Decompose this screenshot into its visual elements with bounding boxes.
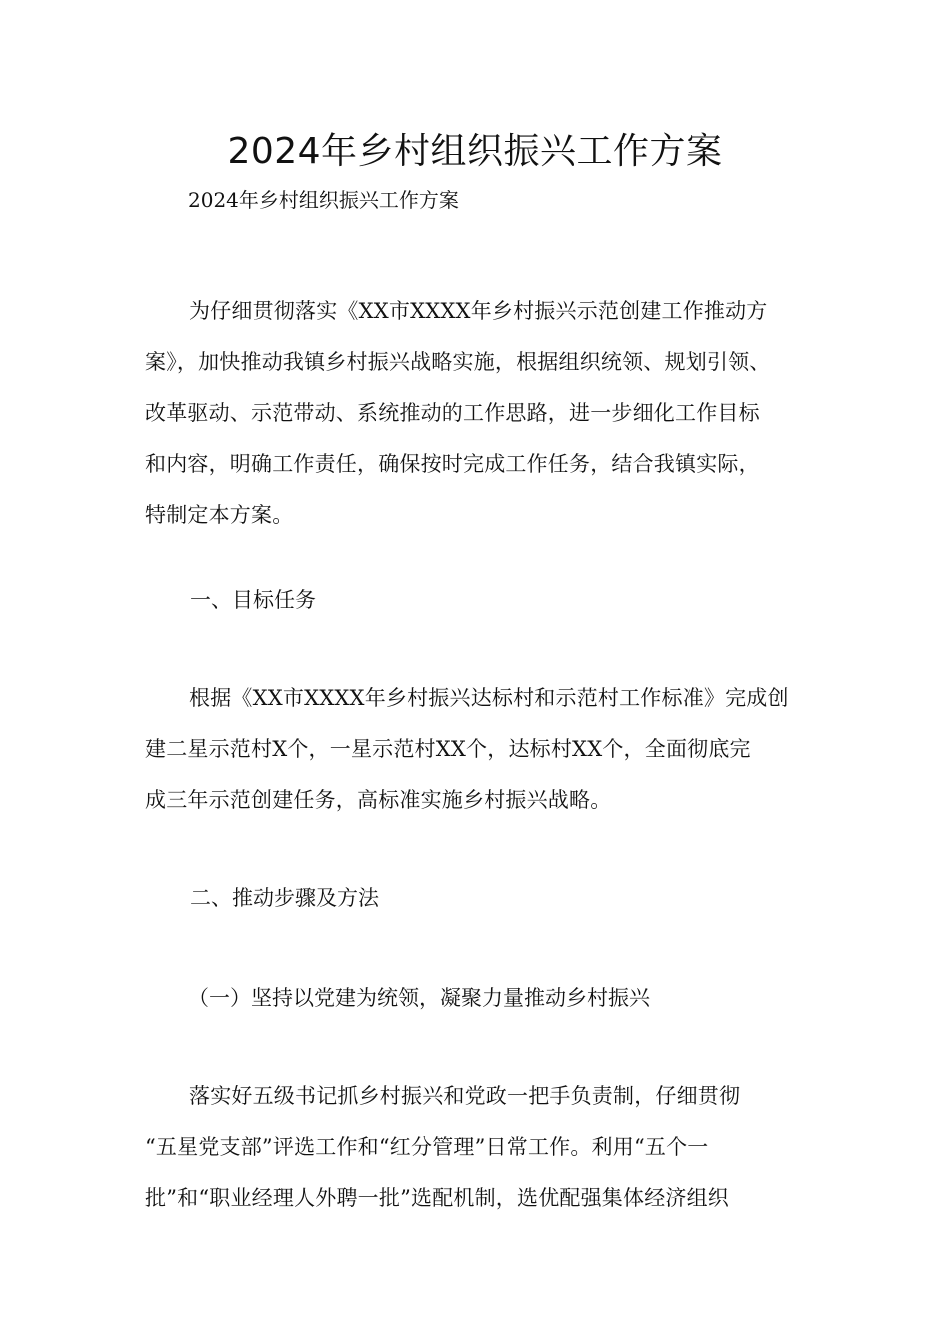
subsection-heading-party: （一）坚持以党建为统领，凝聚力量推动乡村振兴 <box>188 986 650 1010</box>
paragraph-line: “五星党支部”评选工作和“红分管理”日常工作。利用“五个一 <box>145 1135 709 1159</box>
paragraph-line: 和内容，明确工作责任，确保按时完成工作任务，结合我镇实际， <box>145 452 760 476</box>
document-title: 2024年乡村组织振兴工作方案 <box>227 131 723 172</box>
party-paragraph <box>145 1071 810 1224</box>
goals-paragraph <box>145 673 810 826</box>
paragraph-line: 根据《XX市XXXX年乡村振兴达标村和示范村工作标准》完成创 <box>189 686 789 710</box>
paragraph-line: 批”和“职业经理人外聘一批”选配机制，选优配强集体经济组织 <box>145 1186 730 1210</box>
section-heading-goals: 一、目标任务 <box>190 588 316 612</box>
paragraph-line: 落实好五级书记抓乡村振兴和党政一把手负责制，仔细贯彻 <box>189 1084 741 1108</box>
paragraph-line: 建二星示范村X个，一星示范村XX个，达标村XX个，全面彻底完 <box>145 737 751 761</box>
document-subtitle: 2024年乡村组织振兴工作方案 <box>188 188 459 212</box>
paragraph-line: 为仔细贯彻落实《XX市XXXX年乡村振兴示范创建工作推动方 <box>189 299 768 323</box>
paragraph-line: 特制定本方案。 <box>145 503 294 527</box>
paragraph-line: 案》，加快推动我镇乡村振兴战略实施，根据组织统领、规划引领、 <box>145 350 771 374</box>
paragraph-line: 改革驱动、示范带动、系统推动的工作思路，进一步细化工作目标 <box>145 401 760 425</box>
intro-paragraph <box>145 286 810 541</box>
section-heading-steps: 二、推动步骤及方法 <box>190 886 379 910</box>
paragraph-line: 成三年示范创建任务，高标准实施乡村振兴战略。 <box>145 788 612 812</box>
